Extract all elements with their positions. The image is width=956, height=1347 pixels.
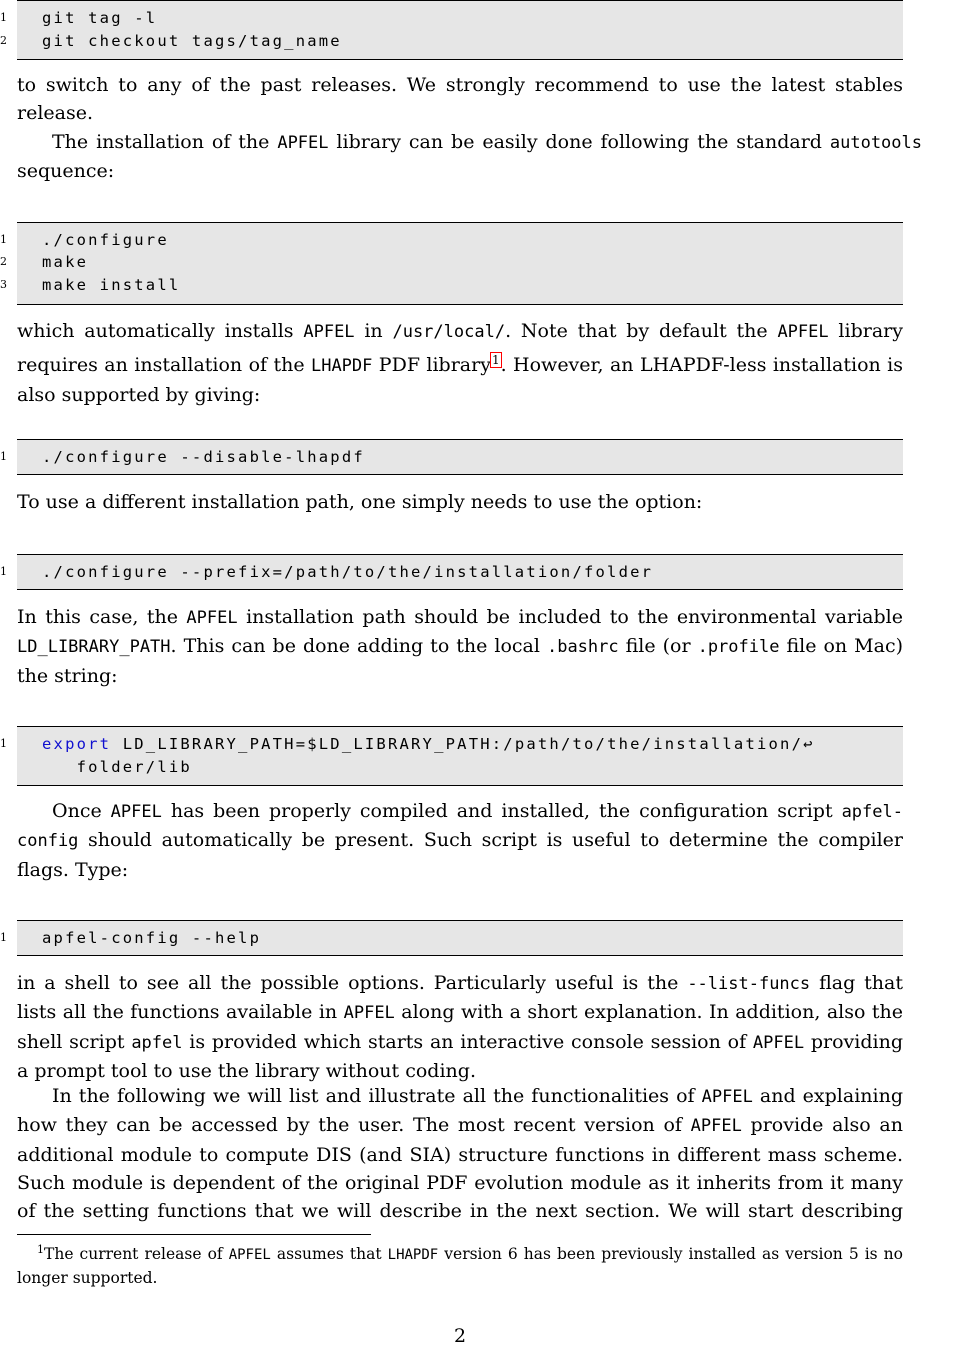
- line-number: 2: [0, 255, 7, 268]
- footnote-link[interactable]: 1: [491, 353, 500, 368]
- code-block-prefix: [0, 554, 903, 590]
- code-line: ./configure: [42, 231, 169, 249]
- code-block-configure-make: [0, 222, 903, 305]
- paragraph-switch-releases: to switch to any of the past releases. We strongly recommend to use the latest stables release.: [17, 74, 903, 125]
- line-number: 1: [0, 11, 7, 24]
- code-line: make: [42, 253, 89, 271]
- paragraph-different-path: To use a different installation path, one simply needs to use the option:: [17, 491, 703, 513]
- line-number: 1: [0, 737, 7, 750]
- code-block-git-tags: [0, 0, 903, 60]
- code-line: folder/lib: [42, 758, 192, 776]
- code-line: git tag -l: [42, 9, 158, 27]
- code-line: export LD_LIBRARY_PATH=$LD_LIBRARY_PATH:/path/to/the/installation/↩: [42, 735, 815, 753]
- code-block-disable-lhapdf: [0, 439, 903, 475]
- paragraph-installation: The installation of the APFEL library can be easily done following the standard autotools sequence:: [17, 131, 922, 183]
- export-keyword: export: [42, 735, 112, 753]
- code-line: ./configure --disable-lhapdf: [42, 448, 365, 466]
- paragraph-auto-install: which automatically installs APFEL in /usr/local/. Note that by default the APFEL library requires an installation of the LHAPDF PDF library$^1$. However, an LHAPDF-less installation is also supported by giving:: [17, 320, 903, 406]
- autotools-name: autotools: [829, 133, 922, 153]
- line-number: 1: [0, 931, 7, 944]
- code-line: ./configure --prefix=/path/to/the/installation/folder: [42, 563, 654, 581]
- code-line: git checkout tags/tag_name: [42, 32, 342, 50]
- line-number: 2: [0, 34, 7, 47]
- code-line: make install: [42, 276, 181, 294]
- paragraph-env-variable: In this case, the APFEL installation path should be included to the environmental variable LD_LIBRARY_PATH. This can be done adding to the local .bashrc file (or .profile file on Mac) the string:: [17, 606, 903, 687]
- paragraph-shell-options: in a shell to see all the possible options. Particularly useful is the --list-funcs flag that lists all the functions available in APFEL along with a short explanation. In addition, also the shell script apfel is provided which starts an interactive console session of APFEL providing a prompt tool to use the library without coding.: [17, 972, 904, 1082]
- paragraph-apfel-config: Once APFEL has been properly compiled and installed, the configuration script apfel-config should automatically be present. Such script is useful to determine the compiler flags. Type:: [17, 800, 903, 881]
- footnote-rule: [17, 1234, 371, 1235]
- footnote-mark: 1: [37, 1243, 44, 1256]
- page-number: 2: [453, 1325, 467, 1347]
- paragraph-functionalities: In the following we will list and illustrate all the functionalities of APFEL and explaining how they can be accessed by the user. The most recent version of APFEL provide also an additional module to compute DIS (and SIA) structure functions in different mass scheme. Such module is dependent of the original PDF evolution module as it inherits from it many of the setting functions that we will describe in the next section. We will start describing: [17, 1085, 903, 1223]
- line-number: 3: [0, 278, 7, 291]
- line-number: 1: [0, 233, 7, 246]
- line-number: 1: [0, 565, 7, 578]
- code-line: apfel-config --help: [42, 929, 262, 947]
- footnote: $^1$The current release of APFEL assumes that LHAPDF version 6 has been previously installed as version 5 is no longer supported.: [17, 1243, 904, 1287]
- code-block-apfel-config-help: [0, 920, 903, 956]
- line-number: 1: [0, 450, 7, 463]
- code-block-export: [0, 726, 903, 786]
- apfel-name: APFEL: [277, 133, 329, 153]
